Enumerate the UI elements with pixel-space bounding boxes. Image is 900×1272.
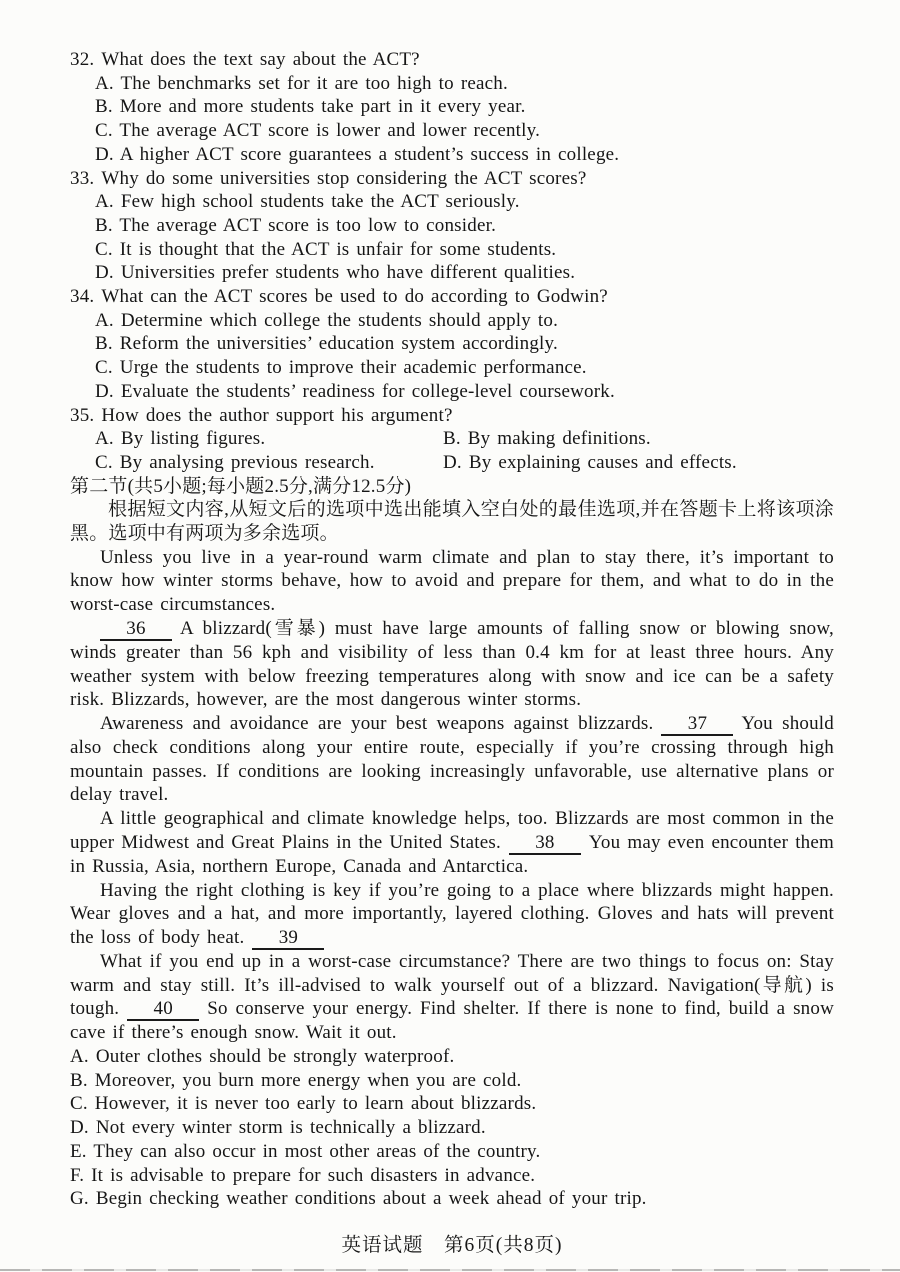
option-32-c: C. The average ACT score is lower and lower recently. — [95, 120, 541, 142]
question-text: What can the ACT scores be used to do according to Godwin? — [101, 286, 608, 308]
paragraph-text: A little geographical and climate knowledge helps, too. Blizzards are most common in the upper Midwest and Great Plains in the United States. — [70, 808, 834, 853]
option-35-a: A. By listing figures. — [95, 428, 266, 450]
option-35-d: D. By explaining causes and effects. — [443, 451, 737, 473]
option-35-b: B. By making definitions. — [443, 428, 651, 450]
blank-37: 37 — [661, 713, 733, 736]
question-text: How does the author support his argument? — [101, 404, 453, 426]
scan-edge-artifact — [0, 1269, 900, 1271]
question-32 — [70, 48, 834, 167]
blank-38: 38 — [509, 832, 581, 855]
passage-paragraph-5 — [70, 879, 834, 950]
page-footer — [70, 1233, 834, 1259]
paragraph-text: So conserve your energy. Find shelter. If there is none to find, build a snow cave if there’s enough snow. Wait it out. — [70, 998, 834, 1044]
blank-36: 36 — [100, 618, 172, 641]
passage-paragraph-1 — [70, 546, 834, 617]
option-33-a: A. Few high school students take the ACT seriously. — [95, 191, 520, 213]
question-33 — [70, 167, 834, 286]
option-32-a: A. The benchmarks set for it are too high to reach. — [95, 72, 508, 94]
paragraph-text: What if you end up in a worst-case circumstance? There are two things to focus on: Stay warm and stay still. It’s ill-advised to walk yourself out of a blizzard. Navigation(导航) is tough. — [70, 950, 834, 1020]
question-number: 33. — [70, 167, 95, 189]
section-2-cloze — [70, 475, 834, 1045]
question-number: 32. — [70, 49, 95, 70]
option-34-a: A. Determine which college the students should apply to. — [95, 309, 559, 331]
question-text: Why do some universities stop considering the ACT scores? — [101, 167, 587, 189]
choice-c: C. However, it is never too early to learn about blizzards. — [70, 1093, 537, 1115]
choice-a: A. Outer clothes should be strongly waterproof. — [70, 1046, 455, 1068]
paragraph-text: Having the right clothing is key if you’re going to a place where blizzards might happen. Wear gloves and a hat, and more importantly, layered clothing. Gloves and hats will prevent the loss of body heat. — [70, 879, 834, 948]
passage-paragraph-3 — [70, 712, 834, 807]
option-34-c: C. Urge the students to improve their academic performance. — [95, 357, 587, 379]
option-35-c: C. By analysing previous research. — [95, 451, 375, 473]
paragraph-text: Awareness and avoidance are your best weapons against blizzards. — [100, 712, 654, 734]
paragraph-text: You should also check conditions along your entire route, especially if you’re crossing through high mountain passes. If conditions are looking increasingly unfavorable, use alternative plans or delay travel. — [70, 712, 834, 806]
option-34-b: B. Reform the universities’ education system accordingly. — [95, 333, 558, 355]
paragraph-text: Unless you live in a year-round warm climate and plan to stay there, it’s important to know how winter storms behave, how to avoid and prepare for them, and what to do in the worst-case circumstances. — [70, 546, 834, 616]
paragraph-text: You may even encounter them in Russia, Asia, northern Europe, Canada and Antarctica. — [70, 831, 834, 877]
passage-paragraph-2 — [70, 617, 834, 712]
passage-paragraph-6 — [70, 950, 834, 1045]
choice-e: E. They can also occur in most other areas of the country. — [70, 1140, 541, 1162]
choice-g: G. Begin checking weather conditions about a week ahead of your trip. — [70, 1188, 647, 1210]
page-footer-text: 英语试题 第6页(共8页) — [341, 1234, 563, 1256]
reading-questions-section — [70, 48, 834, 475]
option-32-b: B. More and more students take part in it every year. — [95, 96, 526, 118]
question-number: 34. — [70, 286, 95, 308]
question-text: What does the text say about the ACT? — [101, 49, 420, 70]
choices-a-to-g — [70, 1045, 834, 1211]
question-35 — [70, 404, 834, 475]
option-34-d: D. Evaluate the students’ readiness for college-level coursework. — [95, 380, 615, 402]
section-2-header: 第二节(共5小题;每小题2.5分,满分12.5分) — [70, 475, 412, 497]
option-32-d: D. A higher ACT score guarantees a student’s success in college. — [95, 143, 620, 165]
option-33-b: B. The average ACT score is too low to consider. — [95, 214, 497, 236]
blank-39: 39 — [252, 927, 324, 950]
option-33-d: D. Universities prefer students who have different qualities. — [95, 262, 576, 284]
blank-40: 40 — [127, 998, 199, 1021]
section-2-instruction: 根据短文内容,从短文后的选项中选出能填入空白处的最佳选项,并在答题卡上将该项涂黑。选项中有两项为多余选项。 — [70, 499, 834, 545]
option-33-c: C. It is thought that the ACT is unfair for some students. — [95, 238, 557, 260]
question-34 — [70, 285, 834, 404]
passage-paragraph-4 — [70, 807, 834, 878]
paragraph-text: A blizzard(雪暴) must have large amounts of falling snow or blowing snow, winds greater than 56 kph and visibility of less than 0.4 km for at least three hours. Any weather system with below freezing temperatures along with snow and ice can be a safety risk. Blizzards, however, are the most dangerous winter storms. — [70, 617, 834, 711]
choice-d: D. Not every winter storm is technically a blizzard. — [70, 1117, 486, 1139]
question-number: 35. — [70, 404, 95, 426]
choice-b: B. Moreover, you burn more energy when you are cold. — [70, 1069, 522, 1091]
choice-f: F. It is advisable to prepare for such disasters in advance. — [70, 1164, 536, 1186]
